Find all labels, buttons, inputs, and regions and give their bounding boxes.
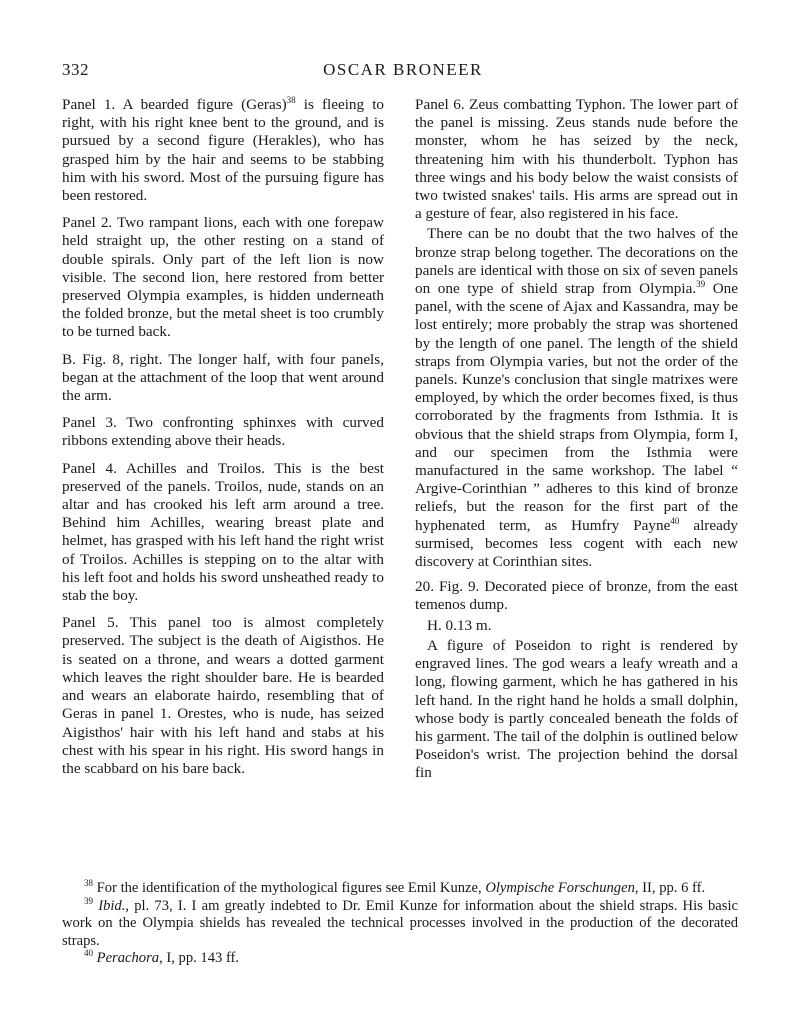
paragraph-height: H. 0.13 m. <box>427 616 492 634</box>
footnote-number: 40 <box>84 948 93 958</box>
footnote-38 <box>62 880 738 898</box>
paragraph-item-20: 20. Fig. 9. Decorated piece of bronze, from the east temenos dump. <box>415 578 738 614</box>
footnote-title: Perachora <box>96 950 160 966</box>
footnote-text: , II, pp. 6 ff. <box>634 880 706 896</box>
footnote-text: , I, pp. 143 ff. <box>159 950 240 966</box>
paragraph-panel-4: Panel 4. Achilles and Troilos. This is the best preserved of the panels. Troilos, nude, stands on an altar and has crooked his left arm around a tree. Behind him Achilles, wearing breast plate and helmet, has grasped with his left hand the right wrist of Troilos. Achilles is stepping on to the altar with his left foot and holds his sword unsheathed ready to stab the boy. <box>62 459 384 605</box>
paragraph-panel-3: Panel 3. Two confronting sphinxes with curved ribbons extending above their heads. <box>62 414 384 450</box>
footnote-number: 38 <box>84 878 93 888</box>
paragraph-text: already surmised, becomes less cogent with each new discovery at Corinthian sites. <box>415 516 739 571</box>
footnote-text: For the identification of the mythological figures see Emil Kunze, <box>93 880 486 896</box>
footnote-number: 39 <box>84 895 93 906</box>
footnote-title: Olympische Forschungen <box>485 880 635 896</box>
paragraph-text: One panel, with the scene of Ajax and Kassandra, may be lost entirely; more probably the strap was shortened by the length of one panel. The length of the shield straps from Olympia varies, but not the order of the panels. Kunze's conclusion that single matrixes were employed, by which the order becomes fixed, is thus corroborated by the fragments from Isthmia. It is obvious that the shield straps from Olympia, form I, and our specimen from the Isthmia were manufactured in the same workshop. The label “ Argive-Corinthian ” adheres to this kind of bronze reliefs, but the reason for the first part of the hyphenated term, as Humfry Payne <box>415 280 738 534</box>
paragraph-text: There can be no doubt that the two halves of the bronze strap belong together. The decorations on the panels are identical with those on six of seven panels on one type of shield strap from Olympia. <box>415 225 738 298</box>
paragraph-text: is fleeing to right, with his right knee bent to the ground, and is pursued by a second figure (Herakles), who has grasped him by the hair and seems to be stabbing him with his sword. Most of the pursuing figure has been restored. <box>62 96 385 205</box>
left-column <box>62 96 384 787</box>
paragraph-panel-6: Panel 6. Zeus combatting Typhon. The lower part of the panel is missing. Zeus stands nude before the monster, whom he has seized by the neck, threatening him with his thunderbolt. Typhon has three wings and his body below the waist consists of two twisted snakes' tails. His arms are spread out in a gesture of fear, also registered in his face. <box>415 96 738 223</box>
paragraph-panel-2: Panel 2. Two rampant lions, each with one forepaw held straight up, the other resting on a stand of double spirals. Only part of the left lion is now visible. The second lion, here restored from better preserved Olympia examples, is hidden underneath the folded bronze, but the metal sheet is too crumbly to be turned back. <box>62 214 384 341</box>
footnote-ref-38: 38 <box>286 95 296 105</box>
footnote-ref-39: 39 <box>696 279 706 290</box>
running-head: OSCAR BRONEER <box>323 60 483 79</box>
page-header <box>62 60 744 84</box>
paragraph-text: Panel 1. A bearded figure (Geras) <box>62 96 287 113</box>
paragraph-discussion <box>415 225 738 571</box>
footnote-text: , pl. 73, I. I am greatly indebted to Dr. Emil Kunze for information about the shield straps. His basic work on the Olympia shields has revealed the technical processes involved in the production of the decorated straps. <box>62 897 738 949</box>
footnotes <box>62 880 738 968</box>
paragraph-poseidon: A figure of Poseidon to right is rendered by engraved lines. The god wears a leafy wreath and a long, flowing garment, which he has gathered in his left hand. In the right hand he holds a small dolphin, whose body is partly concealed beneath the folds of his garment. The tail of the dolphin is outlined below Poseidon's wrist. The projection behind the dorsal fin <box>415 636 738 782</box>
footnote-39 <box>62 895 738 951</box>
paragraph-fig-8-right: B. Fig. 8, right. The longer half, with four panels, began at the attachment of the loop that went around the arm. <box>62 350 384 405</box>
page-number: 332 <box>62 60 89 79</box>
footnote-ref-40: 40 <box>670 515 680 526</box>
footnote-40 <box>62 950 738 968</box>
paragraph-panel-1 <box>62 96 384 205</box>
right-column <box>415 96 738 785</box>
paragraph-panel-5: Panel 5. This panel too is almost completely preserved. The subject is the death of Aigisthos. He is seated on a throne, and wears a dotted garment which leaves the right shoulder bare. He is bearded and wears an elaborate hairdo, resembling that of Geras in panel 1. Orestes, who is nude, has seized Aigisthos' hair with his left hand and stabs at his chest with his spear in his right. His sword hangs in the scabbard on his bare back. <box>62 614 384 777</box>
footnote-title: Ibid. <box>98 897 126 914</box>
